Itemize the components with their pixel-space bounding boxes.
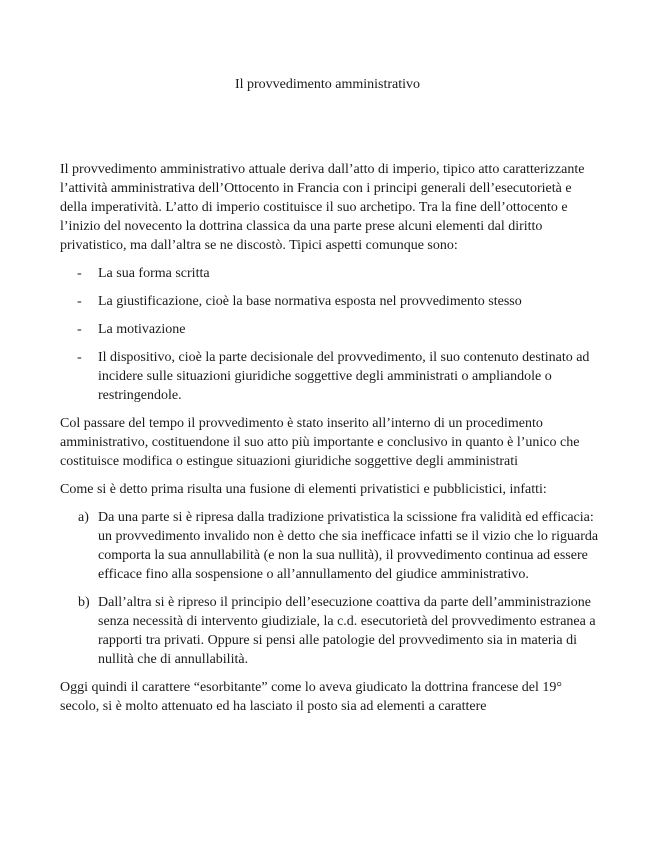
list-item (60, 264, 600, 283)
list-marker: b) (78, 595, 90, 610)
list-item (60, 320, 600, 339)
list-item-text: Da una parte si è ripresa dalla tradizione privatistica la scissione fra validità ed efficacia: un provvedimento invalido non è detto che sia inefficace infatti se il vizio che lo riguarda comporta la sua annullabilità (e non la sua nullità), il provvedimento continua ad essere efficace fino alla sospensione o all’annullamento del giudice amministrativo. (98, 510, 599, 582)
list-item (60, 593, 600, 669)
list-item-text: Il dispositivo, cioè la parte decisionale del provvedimento, il suo contenuto destinato ad incidere sulle situazioni giuridiche soggettive degli amministrati o ampliandole o restringendole. (98, 350, 590, 403)
points-list (60, 508, 600, 669)
document-body (60, 160, 600, 725)
list-item-text: La sua forma scritta (98, 266, 210, 281)
list-item (60, 508, 600, 584)
list-marker: - (77, 322, 82, 337)
fusion-paragraph: Come si è detto prima risulta una fusione di elementi privatistici e pubblicistici, infatti: (60, 482, 547, 497)
list-item (60, 348, 600, 405)
intro-paragraph: Il provvedimento amministrativo attuale deriva dall’atto di imperio, tipico atto caratterizzante l’attività amministrativa dell’Ottocento in Francia con i principi generali dell’esecutorietà e della imperatività. L’atto di imperio costituisce il suo archetipo. Tra la fine dell’ottocento e l’inizio del novecento la dottrina classica da una parte prese alcuni elementi dal diritto privatistico, ma dall’altra se ne discostò. Tipici aspetti comunque sono: (60, 162, 585, 253)
list-marker: - (77, 350, 82, 365)
list-item-text: La motivazione (98, 322, 186, 337)
list-marker: - (77, 266, 82, 281)
procedure-paragraph: Col passare del tempo il provvedimento è stato inserito all’interno di un procedimento amministrativo, costituendone il suo atto più importante e conclusivo in quanto è l’unico che costituisce modifica o estingue situazioni giuridiche soggettive degli amministrati (60, 416, 580, 469)
list-item-text: La giustificazione, cioè la base normativa esposta nel provvedimento stesso (98, 294, 522, 309)
aspects-list (60, 264, 600, 405)
list-item (60, 292, 600, 311)
list-marker: a) (78, 510, 89, 525)
list-item-text: Dall’altra si è ripreso il principio dell’esecuzione coattiva da parte dell’amministrazione senza necessità di intervento giudiziale, la c.d. esecutorietà del provvedimento estranea a rapporti tra privati. Oppure si pensi alle patologie del provvedimento sia in materia di nullità che di annullabilità. (98, 595, 596, 667)
conclusion-paragraph: Oggi quindi il carattere “esorbitante” come lo aveva giudicato la dottrina francese del 19° secolo, si è molto attenuato ed ha lasciato il posto sia ad elementi a carattere (60, 680, 563, 714)
page-title: Il provvedimento amministrativo (234, 77, 421, 92)
list-marker: - (77, 294, 82, 309)
